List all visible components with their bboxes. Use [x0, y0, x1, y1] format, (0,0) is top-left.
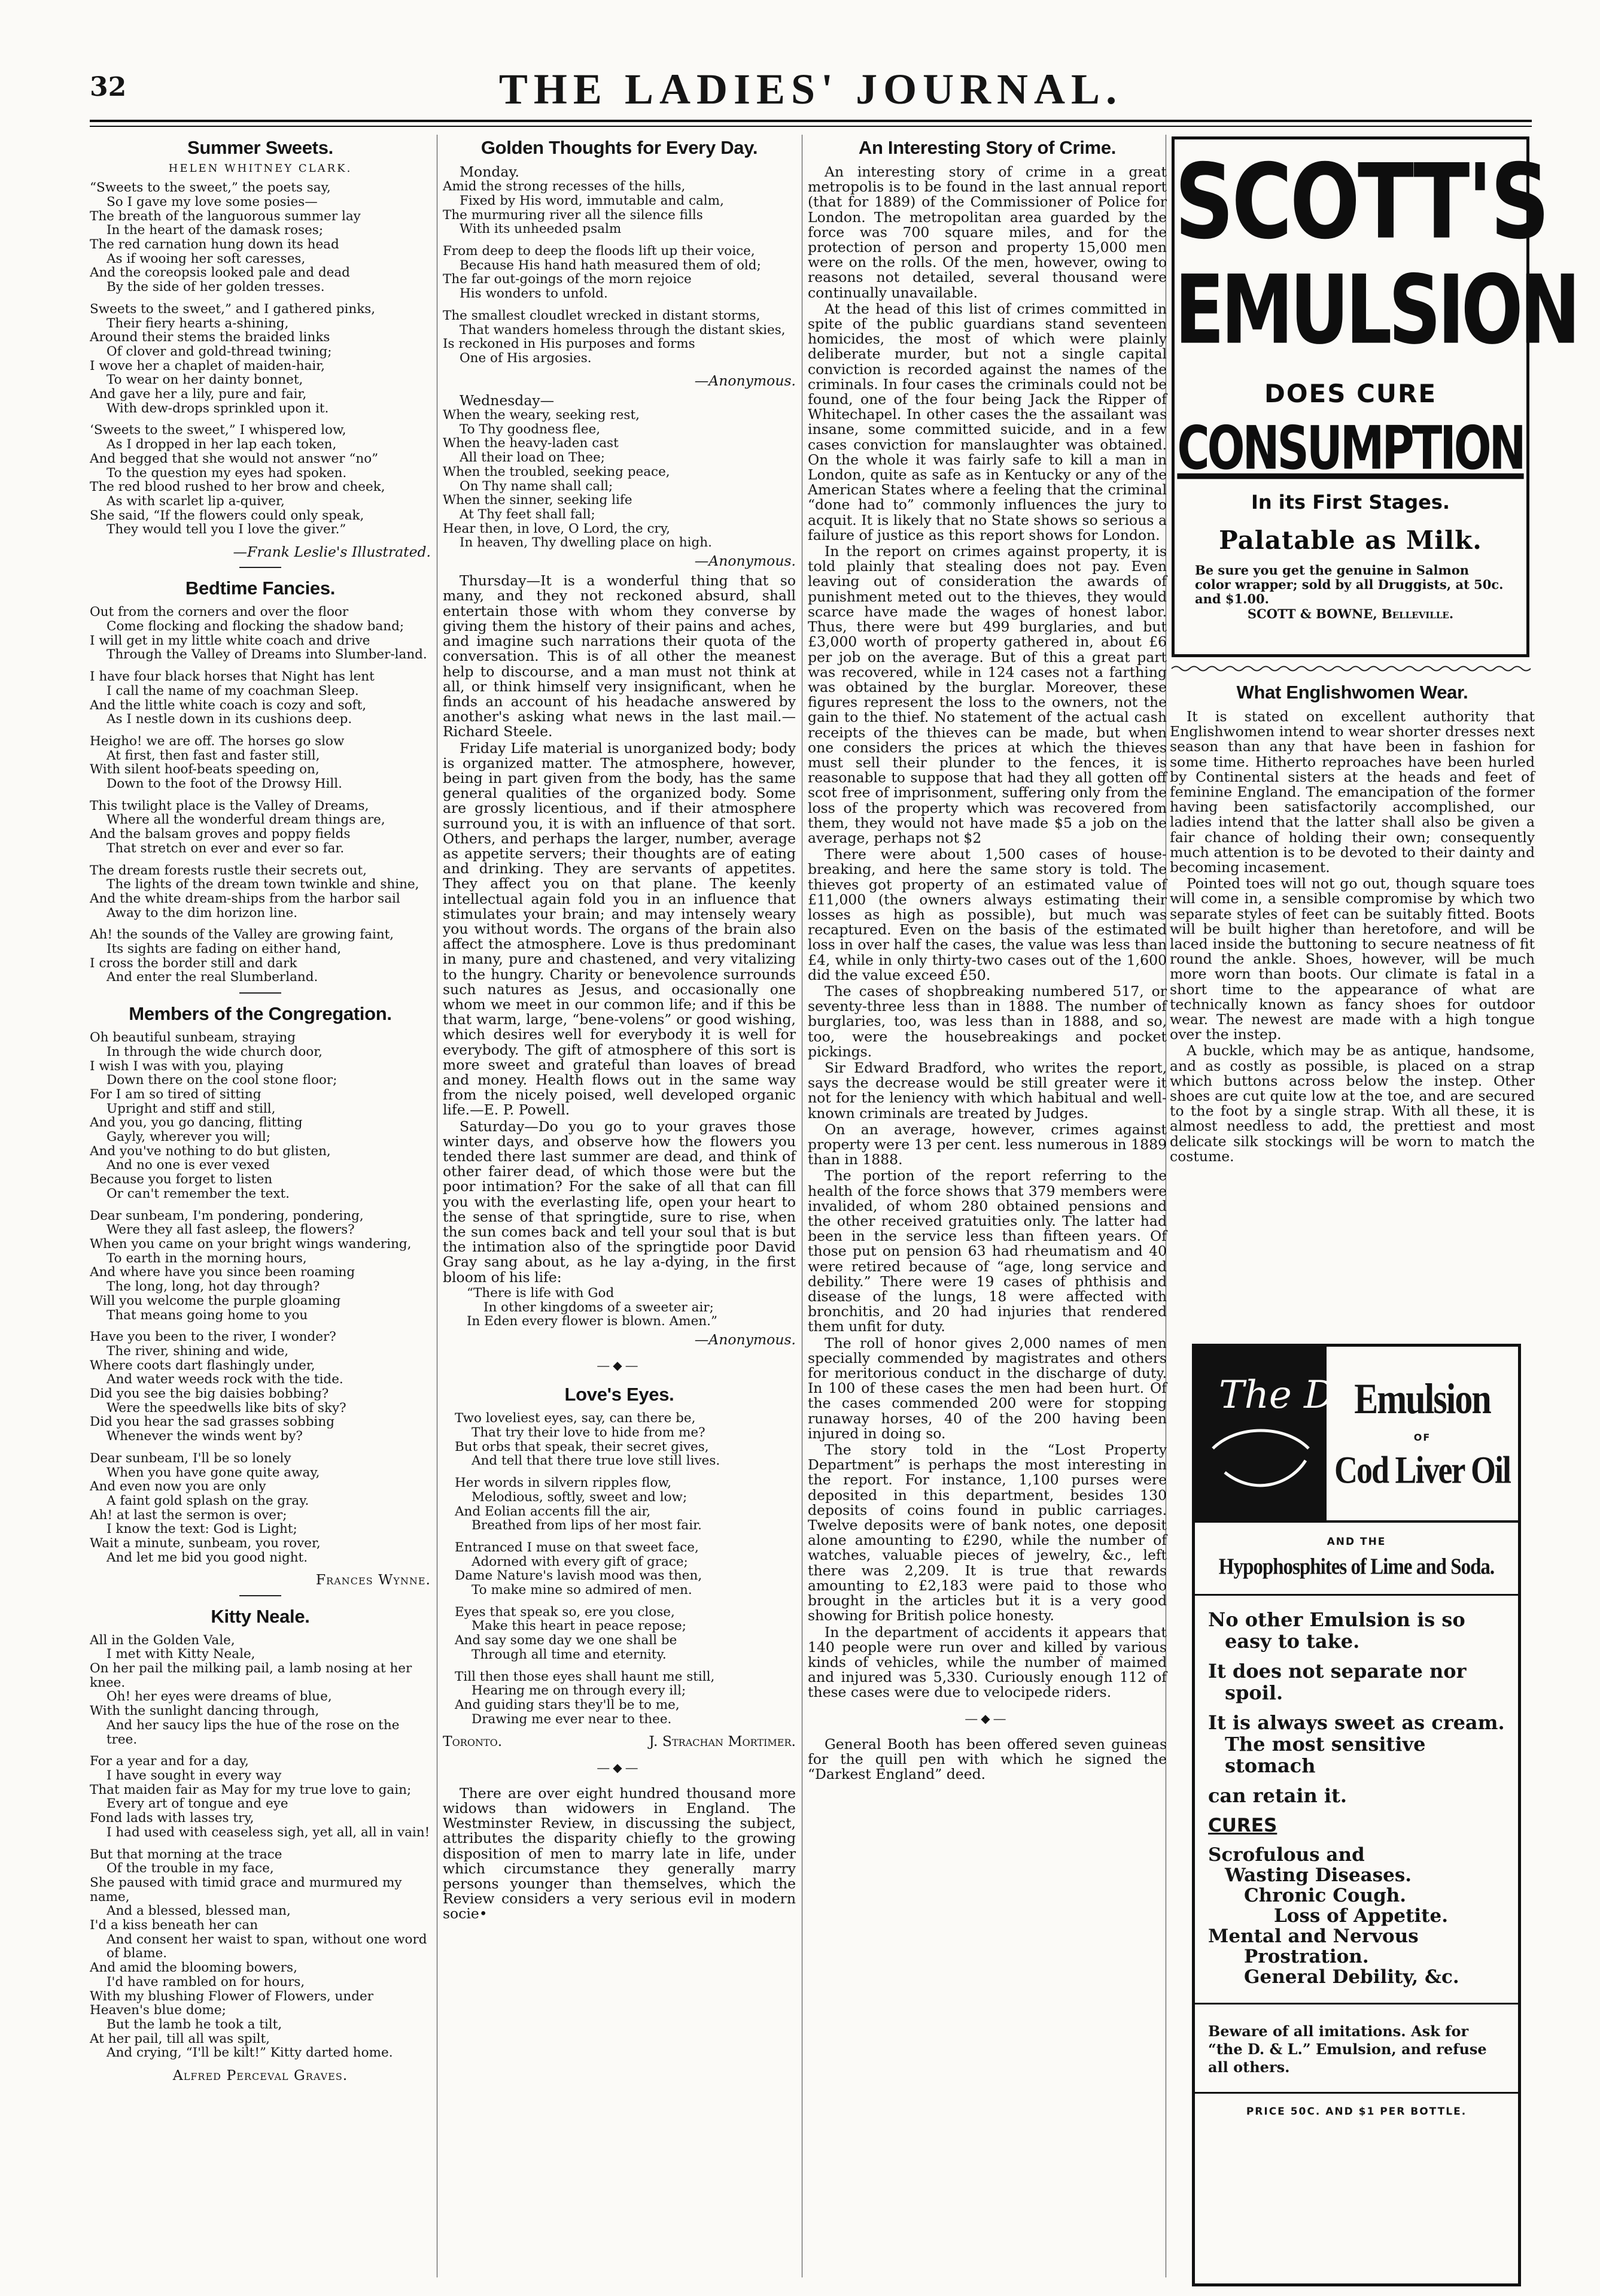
ad-disease-line: Chronic Cough.	[1244, 1885, 1407, 1906]
ad-disease-line: General Debility, &c.	[1244, 1966, 1459, 1988]
ornament-separator: ―◆―	[965, 1711, 1009, 1726]
ad-claim-line: It does not separate nor	[1208, 1660, 1467, 1682]
svg-text:The D&L: The D&L	[1219, 1373, 1394, 1417]
poem-line: The far out-goings of the morn rejoice	[443, 272, 692, 287]
wavy-divider	[1172, 664, 1529, 673]
ad-price: PRICE 50C. AND $1 PER BOTTLE.	[1246, 2106, 1467, 2118]
poem-line: And a blessed, blessed man,	[107, 1903, 291, 1919]
poem-line: Wait a minute, sunbeam, you rover,	[90, 1536, 321, 1551]
stanza	[90, 181, 431, 294]
poem-signoff	[443, 1734, 796, 1749]
poem-line: She said, “If the flowers could only speak,	[90, 508, 364, 523]
day-label: Wednesday—	[460, 391, 555, 409]
poem-attribution: Frances Wynne.	[315, 1571, 431, 1589]
ad-claim: DOES CURE	[1264, 379, 1437, 408]
poem-line: That maiden fair as May for my true love to gain;	[90, 1782, 412, 1797]
poem-title-bedtime-fancies: Bedtime Fancies.	[185, 578, 336, 599]
poem-line: Her words in silvern ripples flow,	[455, 1475, 672, 1491]
ad-hypophosphites: Hypophosphites of Lime and Soda.	[1218, 1554, 1495, 1580]
separator-rule	[239, 567, 281, 568]
poem-line: And the balsam groves and poppy fields	[90, 827, 351, 842]
article-paragraph: Pointed toes will not go out, though square toes will come in, a sensible compromise by which two separate styles of feet can be suitably fitted. Boots will be built higher than heretofore, and will be laced inside the buttoning to secure neatness of fit round the ankle. Shoes, however, will be much more worn than boots. Our climate is fatal in a short time to the appearance of what are technically known as fancy shoes for outdoor wear. The newest are made with a high tongue over the instep.	[1170, 875, 1535, 1043]
poem-line: And begged that she would not answer “no”	[90, 451, 379, 466]
ad-body: Be sure you get the genuine in Salmon color wrapper; sold by all Druggists, at 50c. and $1.00.	[1195, 563, 1504, 606]
poem-line: In heaven, Thy dwelling place on high.	[460, 535, 712, 551]
booth-note	[808, 1737, 1167, 1782]
ad-product: EMULSION	[1175, 254, 1577, 366]
poem-line: One of His argosies.	[460, 350, 592, 366]
poem-line: Because His hand hath measured them of old;	[460, 257, 761, 273]
poem-line: Of the trouble in my face,	[107, 1861, 274, 1876]
poem-line: And consent her waist to span, without one word of blame.	[107, 1931, 427, 1961]
ad-stage: In its First Stages.	[1251, 491, 1450, 514]
stanza	[90, 1848, 431, 2061]
ad-diseases	[1195, 1845, 1518, 1987]
englishwomen-article	[1170, 709, 1535, 1164]
article-paragraph: Sir Edward Bradford, who writes the report, says the decrease would be still greater were it not for the leniency with which habitual and well-known criminals are treated by Judges.	[808, 1059, 1167, 1122]
poem-line: From deep to deep the floods lift up their voice,	[443, 244, 755, 259]
poem-line: Dame Nature's lavish mood was then,	[455, 1568, 702, 1584]
poem-line: The lights of the dream town twinkle and shine,	[107, 877, 419, 892]
column-1	[90, 135, 431, 2088]
poem-line: Dear sunbeam, I'm pondering, pondering,	[90, 1208, 364, 1223]
poem-line: Come flocking and flocking the shadow band;	[107, 618, 404, 634]
poem-line: In the heart of the damask roses;	[107, 223, 324, 238]
article-paragraph: At the head of this list of crimes committed in spite of the public guardians stand seventeen homicides, the most of which were plainly deliberate murder, but not a single capital conviction is recorded against the names of the criminals. In four cases the criminals could not be found, one of the four being Jack the Ripper of Whitechapel. In other cases the the assailant was insane, some committed suicide, and in a few cases conviction for manslaughter was obtained. On the whole it was fairly safe to kill a man in London, quite as safe as in Kentucky or any of the American States where a feeling that the criminal “done had to” commonly influences the jury to acquit. It is likely that no State shows so serious a failure of justice as this report shows for London.	[808, 300, 1167, 543]
poem-line: Or can't remember the text.	[107, 1186, 290, 1201]
article-title-crime: An Interesting Story of Crime.	[858, 137, 1117, 158]
poem-line: In other kingdoms of a sweeter air;	[483, 1299, 714, 1315]
article-paragraph: In the report on crimes against property, it is told plainly that stealing does not pay. Even leaving out of consideration the awards of punishment meted out to the thieves, they would scarce have made the wages of honest labor. Thus, there were but 499 burglaries, and but £3,000 worth of property gathered in, about £6 per job on the average. But of this a great part was recovered, while in 124 cases not a farthing was obtained by the burglar. Moreover, these figures represent the loss to the owners, not the gain to the thief. No statement of the actual cash receipts of the thieves can be made, but when one considers the prices at which the thieves must sell their plunder to the fences, it is reasonable to suppose that had they all gotten off scot free of imprisonment, suffering only from the loss of the property which was recovered from them, they would not have made $5 a job on the average, perhaps not $2	[808, 543, 1167, 846]
poem-line: Through the Valley of Dreams into Slumber-land.	[107, 647, 427, 663]
poem-line: So I gave my love some posies—	[107, 194, 318, 209]
column-4	[1170, 679, 1535, 1165]
article-paragraph: The cases of shopbreaking numbered 517, or seventy-three less than in 1888. The number of burglaries, too, was less than in 1888, and so, too, were the housebreakings and pocket pickings.	[808, 982, 1167, 1060]
poem-loves-eyes	[443, 1411, 796, 1726]
poem-line: Eyes that speak so, ere you close,	[455, 1604, 675, 1620]
poem-line: The smallest cloudlet wrecked in distant storms,	[443, 308, 761, 323]
poem-line: But that morning at the trace	[90, 1846, 282, 1862]
stanza	[455, 1670, 796, 1727]
poem-line: They would tell you I love the giver.”	[107, 522, 346, 537]
friday-paragraph: Friday Life material is unorganized body; body is organized matter. The atmosphere, however, being in part given from the body, has the same general qualities of the organized body. Some are grossly licentious, and if their atmosphere surround you, it is with an influence of that sort. Others, and perhaps the larger, number, average as appetite servers; their thoughts are of eating and drinking. They are servants of appetites. They affect you on that plane. The keenly intellectual again fold you in an influence that stimulates your brain; and may intensely weary you without words. The organs of the brain also affect the atmosphere. Love is thus predominant in many, pure and chastened, and very vitalizing to the hungry. Charity or benevolence surrounds such natures as Jesus, and occasionally one whom we meet in our common life; and if this be that warm, large, “bene-volens” or good wishing, which desires well for everybody it is well for everybody. The gift of atmosphere of this sort is more sweet and grateful than loaves of bread and money. Health flows out in the same way from the nicely poised, well developed organic life.—E. P. Powell.	[443, 739, 796, 1119]
poem-line: As I nestle down in its cushions deep.	[107, 712, 352, 727]
poem-line: And no one is ever vexed	[107, 1158, 270, 1173]
article-title-golden-thoughts: Golden Thoughts for Every Day.	[480, 137, 758, 158]
poem-line: That wanders homeless through the distant skies,	[460, 322, 786, 338]
poem-line: To Thy goodness flee,	[460, 421, 601, 437]
poem-line: With my blushing Flower of Flowers, under Heaven's blue dome;	[90, 1988, 373, 2018]
poem-line: All in the Golden Vale,	[90, 1632, 235, 1648]
poem-line: Amid the strong recesses of the hills,	[443, 179, 686, 195]
poem-bedtime-fancies	[90, 605, 431, 985]
stanza	[443, 244, 796, 301]
page-number: 32	[90, 72, 127, 102]
poem-line: Oh! her eyes were dreams of blue,	[107, 1689, 332, 1705]
poem-line: For a year and for a day,	[90, 1754, 249, 1769]
article-paragraph: The roll of honor gives 2,000 names of men specially commended by magistrates and others for meritorious conduct in the discharge of duty. In 100 of these cases the men had been hurt. Of the cases commended 200 were for stopping runaway horses, 40 of the 200 having been injured in doing so.	[808, 1334, 1167, 1442]
dl-logo	[1195, 1347, 1394, 1520]
poem-line: That means going home to you	[107, 1307, 308, 1323]
poem-line: Ah! the sounds of the Valley are growing faint,	[90, 927, 394, 943]
poem-line: “Sweets to the sweet,” the poets say,	[90, 180, 331, 196]
poem-line: Down to the foot of the Drowsy Hill.	[107, 776, 342, 792]
article-title-englishwomen: What Englishwomen Wear.	[1236, 682, 1468, 703]
poem-line: When the weary, seeking rest,	[443, 408, 640, 423]
poem-line: And the white dream-ships from the harbor sail	[90, 891, 400, 906]
saturday-paragraph: Saturday—Do you go to your graves those winter days, and observe how the flowers you tended there last summer are dead, and think of other fairer dead, of which those were but the poor intimation? For the sake of all that can fill you with the everlasting life, open your heart to the sense of that springtide, sure to rise, when the sun comes back and tell your soul that is but the intimation also of the springtide poor David Gray sang about, as he lay a-dying, in the first bloom of his life:	[443, 1117, 796, 1286]
poem-attribution: Alfred Perceval Graves.	[172, 2067, 348, 2084]
poem-line: Sweets to the sweet,” and I gathered pinks,	[90, 301, 376, 317]
ad-palatable: Palatable as Milk.	[1219, 526, 1482, 555]
poem-line: I had used with ceaseless sigh, yet all, all in vain!	[107, 1824, 430, 1840]
poem-line: Around their stems the braided links	[90, 330, 330, 345]
poem-line: When the troubled, seeking peace,	[443, 464, 670, 479]
poem-line: I met with Kitty Neale,	[107, 1647, 255, 1662]
poem-line: Every art of tongue and eye	[107, 1796, 288, 1812]
poem-members	[90, 1031, 431, 1565]
ad-claim-line: It is always sweet as cream.	[1208, 1711, 1505, 1734]
saturday-attribution: —Anonymous.	[694, 1331, 796, 1348]
poem-line: To make mine so admired of men.	[472, 1583, 692, 1598]
column-2	[443, 135, 796, 1923]
poem-line: His wonders to unfold.	[460, 286, 608, 302]
poem-line: And even now you are only	[90, 1479, 266, 1495]
poem-line: I'd a kiss beneath her can	[90, 1918, 258, 1933]
poem-line: Through all time and eternity.	[472, 1647, 667, 1662]
poem-line: I have sought in every way	[107, 1768, 282, 1783]
poem-line: Have you been to the river, I wonder?	[90, 1329, 336, 1345]
poem-line: And gave her a lily, pure and fair,	[90, 387, 307, 402]
poem-line: Hearing me on through every ill;	[472, 1683, 686, 1699]
poem-line: And you've nothing to do but glisten,	[90, 1143, 331, 1159]
stanza	[90, 1031, 431, 1201]
poem-line: Were the speedwells like bits of sky?	[107, 1400, 346, 1416]
poem-line: In through the wide church door,	[107, 1044, 323, 1059]
separator-rule	[239, 1595, 281, 1596]
poem-line: Where coots dart flashingly under,	[90, 1357, 315, 1373]
masthead	[90, 60, 1532, 126]
poem-line: When you have gone quite away,	[107, 1465, 320, 1480]
ornament-separator: ―◆―	[597, 1358, 641, 1373]
poem-line: Fixed by His word, immutable and calm,	[460, 193, 724, 208]
poem-place: Toronto.	[443, 1733, 503, 1750]
monday-poem	[443, 180, 796, 365]
poem-line: And guiding stars they'll be to me,	[455, 1697, 680, 1712]
stanza	[455, 1476, 796, 1533]
poem-line: For I am so tired of sitting	[90, 1086, 261, 1102]
poem-line: Upright and stiff and still,	[107, 1101, 276, 1116]
poem-line: When you came on your bright wings wandering,	[90, 1237, 412, 1252]
poem-title-members: Members of the Congregation.	[129, 1003, 392, 1025]
ad-claims	[1195, 1609, 1518, 1806]
poem-line: Gayly, wherever you will;	[107, 1129, 270, 1145]
poem-line: And let me bid you good night.	[107, 1550, 308, 1565]
article-paragraph: The story told in the “Lost Property Department” is perhaps the most interesting in the report. For instance, 1,100 purses were deposited in this department, besides 130 deposits of coins found in public carriages. Twelve deposits were of bank notes, one deposit alone amounting to £290, while the number of watches, valuable pieces of jewelry, &c., left there was 2,209. It is true that rewards amounting to £2,183 were paid to those who brought in the articles but it is a very good showing for British police honesty.	[808, 1441, 1167, 1624]
ad-product-names	[1327, 1347, 1518, 1520]
poem-line: But the lamb he took a tilt,	[107, 2016, 282, 2032]
stanza	[90, 1633, 431, 1747]
poem-line: I call the name of my coachman Sleep.	[107, 683, 359, 698]
dl-logo-script	[1201, 1353, 1394, 1514]
poem-line: Will you welcome the purple gloaming	[90, 1293, 341, 1308]
poem-title-kitty-neale: Kitty Neale.	[211, 1605, 310, 1627]
poem-line: I know the text: God is Light;	[107, 1521, 297, 1537]
poem-attribution: —Frank Leslie's Illustrated.	[233, 543, 431, 561]
poem-line: To earth in the morning hours,	[107, 1250, 307, 1266]
ad-disease-line: Loss of Appetite.	[1274, 1905, 1449, 1927]
poem-line: Is reckoned in His purposes and forms	[443, 336, 695, 352]
poem-line: To the question my eyes had spoken.	[107, 465, 347, 481]
poem-line: Away to the dim horizon line.	[107, 905, 298, 921]
ad-disease-line: Prostration.	[1244, 1946, 1369, 1967]
article-paragraph: An interesting story of crime in a great metropolis is to be found in the last annual report (that for 1889) of the Commissioner of Police for London. The metropolitan area guarded by the force was 700 square miles, and for the protection of person and property 15,000 men were on the rolls. Of the men, however, owing to reasons not detailed, several thousand were continually unavailable.	[808, 163, 1167, 301]
ad-cod-liver-oil: Cod Liver Oil	[1334, 1448, 1511, 1492]
poem-line: I wove her a chaplet of maiden-hair,	[90, 358, 325, 373]
widows-article	[443, 1786, 796, 1922]
poem-line: The murmuring river all the silence fills	[443, 207, 703, 223]
stanza	[90, 423, 431, 537]
poem-summer-sweets	[90, 181, 431, 537]
ad-signature: SCOTT & BOWNE, Belleville.	[1247, 606, 1454, 621]
article-paragraph: The portion of the report referring to the health of the force shows that 379 members were invalided, of whom 280 obtained pensions and the other received gratuities only. The latter had been in the service less than fifteen years. Of those put on pension 63 had rheumatism and 40 were retired because of “age, long service and debility.” There were 19 cases of phthisis and disease of the lungs, 18 were affected with bronchitis, and 20 had injuries that rendered them unfit for duty.	[808, 1167, 1167, 1335]
poem-title-loves-eyes: Love's Eyes.	[564, 1384, 674, 1405]
poem-line: Drawing me ever near to thee.	[472, 1711, 672, 1727]
poem-line: A faint gold splash on the gray.	[107, 1493, 309, 1508]
poem-line: And say some day we one shall be	[455, 1633, 677, 1648]
poem-line: The dream forests rustle their secrets out,	[90, 862, 367, 878]
ad-beware: Beware of all imitations. Ask for “the D. & L.” Emulsion, and refuse all others.	[1208, 2022, 1487, 2076]
poem-line: Two loveliest eyes, say, can there be,	[455, 1411, 696, 1426]
ad-disease-line: Scrofulous and	[1208, 1844, 1365, 1866]
stanza	[90, 928, 431, 985]
monday-attribution: —Anonymous.	[694, 372, 796, 389]
ad-header	[1195, 1347, 1518, 1523]
poem-line: Where all the wonderful dream things are,	[107, 812, 385, 828]
ad-disease: CONSUMPTION	[1177, 413, 1524, 484]
poem-line: She paused with timid grace and murmured my name,	[90, 1875, 402, 1905]
ad-and-the: AND THE	[1327, 1536, 1386, 1548]
poem-line: And amid the blooming bowers,	[90, 1960, 297, 1976]
poem-line: I cross the border still and dark	[90, 955, 297, 971]
poem-line: With silent hoof-beats speeding on,	[90, 762, 320, 778]
poem-line: The breath of the languorous summer lay	[90, 208, 361, 224]
ad-of: OF	[1413, 1432, 1431, 1443]
poem-line: As if wooing her soft caresses,	[107, 251, 306, 266]
poem-line: The river, shining and wide,	[107, 1343, 289, 1359]
ornament-separator: ―◆―	[597, 1760, 641, 1775]
poem-line: Make this heart in peace repose;	[472, 1618, 686, 1634]
ad-claim-line: can retain it.	[1208, 1784, 1347, 1807]
ad-rule	[1195, 1594, 1518, 1596]
ad-rule	[1195, 2003, 1518, 2005]
poem-line: I wish I was with you, playing	[90, 1058, 284, 1074]
poem-title-summer-sweets: Summer Sweets.	[187, 137, 333, 158]
poem-line: “There is life with God	[467, 1285, 615, 1301]
poem-line: On Thy name shall call;	[460, 478, 613, 494]
masthead-rule	[90, 120, 1532, 127]
poem-line: Heigho! we are off. The horses go slow	[90, 733, 345, 749]
separator-rule	[239, 992, 281, 994]
ad-claim-line: The most sensitive stomach	[1225, 1733, 1426, 1777]
poem-line: Fond lads with lasses try,	[90, 1811, 254, 1826]
poem-line: Melodious, softly, sweet and low;	[472, 1489, 688, 1505]
poem-line: Its sights are fading on either hand,	[107, 942, 342, 957]
stanza	[90, 734, 431, 791]
poem-line: Of clover and gold-thread twining;	[107, 344, 332, 359]
article-paragraph: There were about 1,500 cases of house-breaking, and here the same story is told. The thieves got property of an estimated value of £11,000 (the owners always estimating their losses as high as possible), but much was recaptured. Even on the basis of the estimated loss in over half the cases, the value was less than £4, while in only thirty-two cases out of the 1,600 did the value exceed £50.	[808, 846, 1167, 983]
stanza	[455, 1605, 796, 1662]
saturday-quote	[443, 1286, 796, 1329]
ad-claim-line: spoil.	[1225, 1681, 1283, 1704]
ad-headline: SCOTT'S	[1175, 141, 1548, 262]
poem-line: That stretch on ever and ever so far.	[107, 840, 345, 856]
wednesday-poem	[443, 408, 796, 550]
wednesday-attribution: —Anonymous.	[694, 552, 796, 570]
stanza	[90, 302, 431, 416]
poem-line: Did you hear the sad grasses sobbing	[90, 1414, 334, 1430]
poem-line: And the coreopsis looked pale and dead	[90, 265, 350, 281]
poem-line: With dew-drops sprinkled upon it.	[107, 400, 329, 416]
poem-line: Out from the corners and over the floor	[90, 605, 349, 620]
poem-line: This twilight place is the Valley of Dreams,	[90, 798, 369, 813]
poem-line: But orbs that speak, their secret gives,	[455, 1439, 709, 1454]
poem-line: All their load on Thee;	[460, 450, 606, 466]
poem-line: As I dropped in her lap each token,	[107, 437, 337, 452]
poem-line: And crying, “I'll be kilt!” Kitty darted home.	[107, 2045, 393, 2061]
poem-line: The red blood rushed to her brow and cheek,	[90, 479, 385, 495]
poem-line: With its unheeded psalm	[460, 221, 622, 237]
poem-line: And her saucy lips the hue of the rose on the tree.	[107, 1717, 400, 1747]
ad-disease-line: Mental and Nervous	[1208, 1926, 1419, 1947]
stanza	[90, 1330, 431, 1444]
poem-line: Hear then, in love, O Lord, the cry,	[443, 521, 670, 536]
stanza	[90, 864, 431, 921]
stanza	[90, 605, 431, 662]
poem-line: To wear on her dainty bonnet,	[107, 372, 303, 388]
poem-line: Ah! at last the sermon is over;	[90, 1507, 287, 1523]
poem-line: Oh beautiful sunbeam, straying	[90, 1030, 296, 1046]
poem-line: In Eden every flower is blown. Amen.”	[467, 1314, 717, 1329]
journal-title: THE LADIES' JOURNAL.	[498, 65, 1123, 113]
poem-line: When the sinner, seeking life	[443, 493, 632, 508]
crime-article	[808, 165, 1167, 1700]
stanza	[90, 799, 431, 856]
stanza	[90, 1209, 431, 1323]
poem-line: Dear sunbeam, I'll be so lonely	[90, 1450, 291, 1466]
poem-attribution: J. Strachan Mortimer.	[649, 1733, 796, 1750]
poem-line: Did you see the big daisies bobbing?	[90, 1386, 329, 1402]
poem-line: And water weeds rock with the tide.	[107, 1372, 343, 1387]
poem-kitty-neale	[90, 1633, 431, 2060]
poem-line: Were they all fast asleep, the flowers?	[107, 1222, 355, 1238]
day-label: Monday.	[460, 163, 520, 180]
poem-line: At first, then fast and faster still,	[107, 748, 320, 763]
poem-line: The long, long, hot day through?	[107, 1279, 320, 1295]
ad-rule	[1195, 2092, 1518, 2094]
poem-line: Whenever the winds went by?	[107, 1429, 303, 1444]
ad-claim-line: No other Emulsion is so	[1208, 1608, 1465, 1631]
daily-thoughts	[443, 573, 796, 1285]
poem-line: I'd have rambled on for hours,	[107, 1974, 305, 1990]
poem-author: HELEN WHITNEY CLARK.	[168, 162, 352, 175]
poem-line: ‘Sweets to the sweet,” I whispered low,	[90, 423, 346, 438]
stanza	[455, 1411, 796, 1468]
poem-line: With the sunlight dancing through,	[90, 1703, 320, 1719]
stanza	[455, 1541, 796, 1598]
poem-line: On her pail the milking pail, a lamb nosing at her knee.	[90, 1661, 412, 1690]
article-paragraph: It is stated on excellent authority that Englishwomen intend to wear shorter dresses next season than any that have been in fashion for some time. Hitherto reproaches have been hurled by Continental sisters at the heads and feet of feminine England. The emancipation of the former having been satisfactorily accomplished, our ladies intend that the latter shall also be given a fair chance of holding their own; consequently much attention is to be devoted to their dainty and becoming incasement.	[1170, 708, 1535, 876]
poem-line: And where have you since been roaming	[90, 1265, 355, 1280]
column-3	[808, 135, 1167, 1783]
poem-line: That try their love to hide from me?	[472, 1425, 705, 1441]
article-paragraph: In the department of accidents it appears that 140 people were run over and killed by various kinds of vehicles, while the number of maimed and injured was 5,330. Curiously enough 112 of these cases were due to velocipede riders.	[808, 1623, 1167, 1701]
poem-line: And enter the real Slumberland.	[107, 970, 318, 985]
article-paragraph: A buckle, which may be as antique, handsome, and as costly as possible, is placed on a strap which buttons across below the instep. Other shoes are cut quite low at the toe, and are secured to the foot by a single strap. With all these, it is almost needless to add, the prettiest and most delicate silk stockings will be worn to match the costume.	[1170, 1042, 1535, 1165]
poem-line: And you, you go dancing, flitting	[90, 1115, 303, 1131]
ad-emulsion: Emulsion	[1354, 1375, 1491, 1423]
ad-disease-line: Wasting Diseases.	[1225, 1864, 1412, 1886]
widows-paragraph: There are over eight hundred thousand more widows than widowers in England. The Westminster Review, in discussing the subject, attributes the disparity chiefly to the growing disposition of men to marry late in life, under which circumstance they generally marry persons younger than themselves, which the Review considers a very serious evil in modern socie•	[443, 1784, 796, 1923]
ad-cures-heading: CURES	[1208, 1815, 1277, 1836]
booth-paragraph: General Booth has been offered seven guineas for the quill pen with which he signed the “Darkest England” deed.	[808, 1735, 1167, 1783]
poem-line: And the little white coach is cozy and soft,	[90, 697, 367, 713]
stanza	[90, 1754, 431, 1839]
poem-line: Breathed from lips of her most fair.	[472, 1518, 702, 1533]
poem-line: The red carnation hung down its head	[90, 237, 339, 253]
dl-emulsion-ad	[1192, 1344, 1521, 2286]
poem-line: Entranced I muse on that sweet face,	[455, 1539, 699, 1555]
poem-line: At her pail, till all was spilt,	[90, 2031, 270, 2046]
poem-line: And Eolian accents fill the air,	[455, 1504, 651, 1519]
ad-claim-line: easy to take.	[1225, 1630, 1360, 1653]
poem-line: As with scarlet lip a-quiver,	[107, 493, 285, 509]
thursday-paragraph: Thursday—It is a wonderful thing that so many, and they not reckoned absurd, shall entertain those with whom they converse by giving them the history of their pains and aches, and imagine such narrations their quota of the conversation. This is of all other the meanest help to discourse, and a man must not think at all, or think himself very insignificant, when he finds an account of his headache answered by another's asking what news in the last mail.—Richard Steele.	[443, 572, 796, 740]
scotts-emulsion-ad	[1172, 136, 1577, 657]
poem-line: And tell that there true love still lives.	[472, 1453, 720, 1469]
poem-line: Till then those eyes shall haunt me still,	[455, 1669, 715, 1684]
stanza	[90, 670, 431, 727]
poem-line: I have four black horses that Night has lent	[90, 669, 375, 685]
poem-line: Down there on the cool stone floor;	[107, 1073, 337, 1088]
poem-line: By the side of her golden tresses.	[107, 280, 325, 295]
poem-line: At Thy feet shall fall;	[460, 506, 595, 522]
stanza	[443, 309, 796, 366]
stanza	[90, 1451, 431, 1565]
article-paragraph: On an average, however, crimes against property were 13 per cent. less numerous in 1889 than in 1888.	[808, 1120, 1167, 1168]
poem-line: Adorned with every gift of grace;	[472, 1554, 688, 1569]
stanza	[443, 180, 796, 236]
poem-line: I will get in my little white coach and drive	[90, 633, 370, 648]
poem-line: Because you forget to listen	[90, 1172, 273, 1188]
poem-line: Their fiery hearts a-shining,	[107, 315, 289, 331]
poem-line: When the heavy-laden cast	[443, 436, 619, 451]
